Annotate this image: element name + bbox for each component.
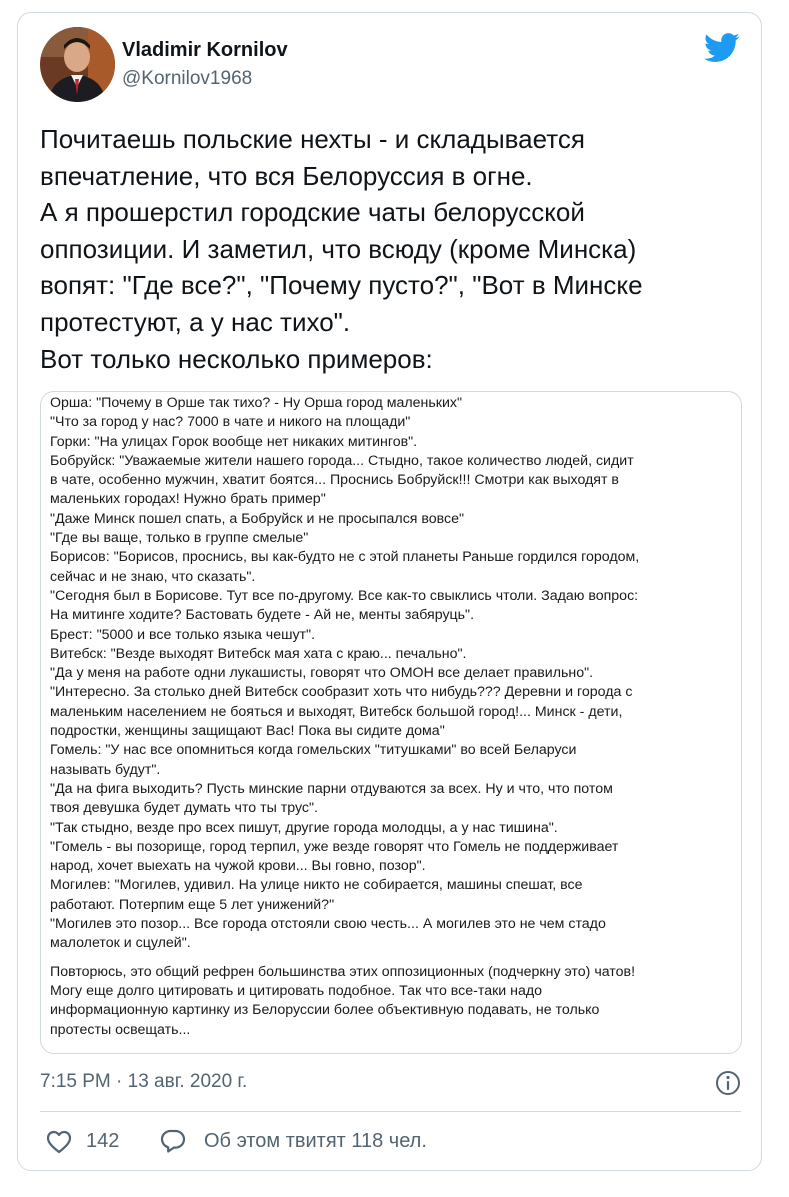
image-text-line: "Да у меня на работе одни лукашисты, говорят что ОМОН все делает правильно". (50, 665, 594, 682)
image-summary-line: протесты освещать... (50, 1021, 191, 1038)
image-text-line: малолеток и сцулей". (50, 935, 191, 952)
image-text-line: Гомель: "У нас все опомниться когда гомельских "титушками" во всей Беларуси (50, 742, 577, 759)
image-text-line: Орша: "Почему в Орше так тихо? - Ну Орша город маленьких" (50, 395, 463, 411)
image-text-line: сейчас и не знаю, что сказать". (50, 568, 256, 585)
image-text-line: "Сегодня был в Борисове. Тут все по-другому. Все как-то свыклись чтоли. Задаю вопрос: (50, 587, 639, 604)
tweet-line: впечатление, что вся Белоруссия в огне. (40, 160, 533, 191)
tweet-text (40, 121, 740, 377)
image-text-line: твоя девушка будет думать что ты трус". (50, 800, 318, 817)
image-summary-line: информационную картинку из Белоруссии более объективную подавать, не только (50, 1002, 600, 1019)
image-text-line: называть будут". (50, 761, 161, 778)
heart-icon[interactable] (46, 1130, 72, 1154)
like-count[interactable]: 142 (86, 1130, 120, 1152)
reply-icon[interactable] (160, 1128, 186, 1154)
image-text-line: работают. Потерпим еще 5 лет унижений?" (50, 896, 335, 913)
tweet-line: протестуют, а у нас тихо". (40, 306, 351, 337)
tweet-card (17, 12, 762, 1171)
image-text-line: Брест: "5000 и все только языка чешут". (50, 626, 316, 643)
image-text-line: "Да на фига выходить? Пусть минские парни отдуваются за всех. Ну и что, что потом (50, 780, 613, 797)
tweet-line: вопят: "Где все?", "Почему пусто?", "Вот в Минске (40, 270, 643, 301)
paragraph-gap (50, 954, 639, 963)
image-summary-line: Могу еще долго цитировать и цитировать подобное. Так что все-таки надо (50, 982, 543, 999)
image-text-line: Бобруйск: "Уважаемые жители нашего города... Стыдно, такое количество людей, сидит (50, 452, 634, 469)
tweet-line: А я прошерстил городские чаты белорусской (40, 197, 585, 228)
image-text-line: Витебск: "Везде выходят Витебск мая хата с краю... печально". (50, 645, 467, 662)
image-summary-line: Повторюсь, это общий рефрен большинства этих оппозиционных (подчеркну это) чатов! (50, 963, 636, 980)
info-icon[interactable] (714, 1069, 742, 1097)
image-text-line: подростки, женщины защищают Вас! Пока вы сидите дома" (50, 723, 445, 740)
image-text-line: "Могилев это позор... Все города отстояли свою честь... А могилев это не чем стадо (50, 916, 606, 933)
tweet-line: Вот только несколько примеров: (40, 343, 433, 374)
image-text-line: На митинге ходите? Бастовать будете - Ай не, менты забяруць". (50, 607, 475, 624)
image-text-line: "Интересно. За столько дней Витебск сообразит хоть что нибудь??? Деревни и города с (50, 684, 633, 701)
author-name[interactable]: Vladimir Kornilov (122, 39, 288, 61)
discussion-link[interactable]: Об этом твитят 118 чел. (204, 1130, 427, 1152)
image-text-line: в чате, особенно мужчин, хватит боятся... Проснись Бобруйск!!! Смотри как выходят в (50, 472, 619, 489)
attached-image[interactable] (40, 391, 742, 1054)
image-text-line: "Что за город у нас? 7000 в чате и никого на площади" (50, 414, 411, 431)
image-text-line: народ, хочет выехать на чужой крови... Вы говно, позор". (50, 858, 426, 875)
author-handle[interactable]: @Kornilov1968 (122, 68, 253, 89)
twitter-bird-icon[interactable] (704, 33, 740, 63)
image-text-line: "Так стыдно, везде про всех пишут, другие города молодцы, а у нас тишина". (50, 819, 558, 836)
image-text-line: Борисов: "Борисов, проснись, вы как-будто не с этой планеты Раньше гордился городом, (50, 549, 640, 566)
timestamp[interactable]: 7:15 PM · 13 авг. 2020 г. (40, 1071, 248, 1092)
image-text-line: "Где вы ваще, только в группе смелые" (50, 530, 309, 547)
image-text-line: маленьких городах! Нужно брать пример" (50, 491, 326, 508)
image-text-line: Горки: "На улицах Горок вообще нет никаких митингов". (50, 433, 418, 450)
image-text-line: "Даже Минск пошел спать, а Бобруйск и не просыпался вовсе" (50, 510, 465, 527)
avatar[interactable] (40, 27, 115, 102)
image-text (50, 394, 639, 1040)
tweet-line: оппозиции. И заметил, что всюду (кроме Минска) (40, 233, 637, 264)
divider (40, 1111, 741, 1112)
avatar-image (40, 27, 115, 102)
image-text-line: "Гомель - вы позорище, город терпил, уже везде говорят что Гомель не поддерживает (50, 838, 619, 855)
image-text-line: Могилев: "Могилев, удивил. На улице никто не собирается, машины спешат, все (50, 877, 583, 894)
image-text-line: маленьким населением не бояться и выходят, Витебск большой город!... Минск - дети, (50, 703, 623, 720)
tweet-line: Почитаешь польские нехты - и складывается (40, 124, 585, 154)
